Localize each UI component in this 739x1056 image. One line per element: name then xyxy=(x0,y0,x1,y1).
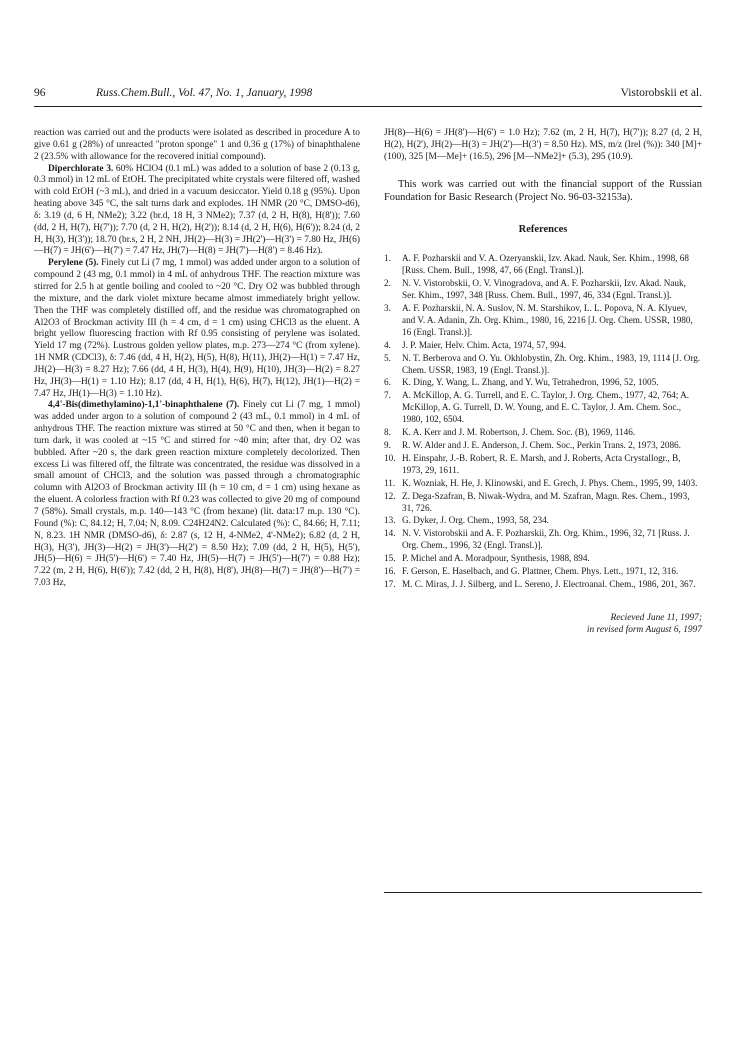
reference-item xyxy=(384,390,702,426)
reference-number: 8. xyxy=(384,427,391,438)
reference-item xyxy=(384,579,702,591)
reference-item xyxy=(384,253,702,277)
reference-text: N. T. Berberova and O. Yu. Okhlobystin, Zh. Org. Khim., 1983, 19, 1114 [J. Org. Chem. USSR, 1983, 19 (Engl. Transl.)]. xyxy=(402,352,701,375)
references-list xyxy=(384,253,702,590)
paragraph-binaphthalene xyxy=(34,400,360,590)
reference-text: F. Gerson, E. Haselbach, and G. Plattner, Chem. Phys. Lett., 1971, 12, 316. xyxy=(402,566,679,577)
reference-text: R. W. Alder and J. E. Anderson, J. Chem. Soc., Perkin Trans. 2, 1973, 2086. xyxy=(402,439,681,450)
reference-item xyxy=(384,453,702,477)
reference-number: 12. xyxy=(384,490,396,501)
reference-item xyxy=(384,553,702,565)
reference-number: 15. xyxy=(384,553,396,564)
reference-number: 13. xyxy=(384,515,396,526)
reference-item xyxy=(384,427,702,439)
reference-number: 4. xyxy=(384,339,391,350)
left-column xyxy=(34,128,360,590)
reference-text: G. Dyker, J. Org. Chem., 1993, 58, 234. xyxy=(402,515,549,526)
acknowledgment: This work was carried out with the financial support of the Russian Foundation for Basic Research (Project No. 96-03-32153a). xyxy=(384,178,702,203)
reference-item xyxy=(384,303,702,339)
reference-text: P. Michel and A. Moradpour, Synthesis, 1988, 894. xyxy=(402,553,590,564)
reference-text: N. V. Vistorobskii, O. V. Vinogradova, and A. F. Pozharskii, Izv. Akad. Nauk, Ser. Khim., 1997, 348 [Russ. Chem. Bull., 1997, 46, 334 (Egnl. Transl.)]. xyxy=(402,278,686,301)
paragraph-continuation: reaction was carried out and the products were isolated as described in procedure A to give 0.61 g (28%) of unreacted "proton sponge" 1 and 0.36 g (17%) of binaphthalene 2 (23.5% with allowance for the recovered initial compound). xyxy=(34,128,360,162)
reference-text: N. V. Vistorobskii and A. F. Pozharskii, Zh. Org. Khim., 1996, 32, 71 [Russ. J. Org. Chem., 1996, 32 (Engl. Transl.)]. xyxy=(402,528,690,551)
received-dates xyxy=(384,613,702,637)
reference-number: 5. xyxy=(384,352,391,363)
reference-number: 9. xyxy=(384,439,391,450)
reference-item xyxy=(384,528,702,552)
end-rule xyxy=(384,892,702,893)
reference-text: A. McKillop, A. G. Turrell, and E. C. Taylor, J. Org. Chem., 1977, 42, 764; A. McKillop, A. G. Turrell, D. W. Young, and E. C. Taylor, J. Am. Chem. Soc., 1980, 102, 6504. xyxy=(402,390,690,425)
reference-number: 17. xyxy=(384,578,396,589)
paragraph-body: Finely cut Li (7 mg, 1 mmol) was added under argon to a solution of compound 2 (43 mg, 0.1 mmol) in 4 mL of anhydrous THF. The reaction mixture was stirred for 2.5 h at gentle boiling and cooled to ~20 °C. Dry O2 was bubbled through the mixture, and the dark violet mixture became almost immediately bright yellow. Then the THF was completely distilled off, and the residue was chromatographed on Al2O3 of Brockman activity III (h = 4 cm, d = 1 cm) using CHCl3 as the eluent. A bright yellow fluorescing fraction with Rf 0.95 consisting of perylene was isolated. Yield 17 mg (72%). Lustrous golden yellow plates, m.p. 273—274 °C (from xylene). 1H NMR (CDCl3), δ: 7.46 (dd, 4 H, H(2), H(5), H(8), H(11), JH(2)—H(1) = 7.47 Hz, JH(2)—H(3) = 8.27 Hz); 7.66 (dd, 4 H, H(3), H(4), H(9), H(10), JH(3)—H(2) = 8.27 Hz, JH(3)—H(1) = 1.10 Hz); 8.17 (dd, 4 H, H(1), H(6), H(7), H(12), JH(1)—H(2) = 7.47 Hz, JH(1)—H(3) = 1.10 Hz). xyxy=(34,258,360,399)
references-heading: References xyxy=(518,223,568,235)
journal-citation: Russ.Chem.Bull., Vol. 47, No. 1, January, 1998 xyxy=(96,87,313,99)
reference-number: 14. xyxy=(384,528,396,539)
revised-date: in revised form August 6, 1997 xyxy=(586,624,702,635)
reference-text: A. F. Pozharskii, N. A. Suslov, N. M. Starshikov, L. L. Popova, N. A. Klyuev, and V. A. Adanin, Zh. Org. Khim., 1980, 16, 2216 [J. Org. Chem. USSR, 1980, 16 (Engl. Transl.)]. xyxy=(402,303,693,337)
reference-item xyxy=(384,340,702,352)
paragraph-heading: Perylene (5). xyxy=(48,258,99,269)
reference-item xyxy=(384,478,702,490)
reference-text: A. F. Pozharskii and V. A. Ozeryanskii, Izv. Akad. Nauk, Ser. Khim., 1998, 68 [Russ. Chem. Bull., 1998, 47, 66 (Engl. Transl.)]. xyxy=(402,253,689,276)
paragraph-heading: Diperchlorate 3. xyxy=(48,163,114,174)
reference-text: K. Ding, Y. Wang, L. Zhang, and Y. Wu, Tetrahedron, 1996, 52, 1005. xyxy=(402,377,659,388)
reference-number: 2. xyxy=(384,278,391,289)
paragraph-heading: 4,4'-Bis(dimethylamino)-1,1'-binaphthalene (7). xyxy=(48,400,240,411)
paragraph-body: 60% HClO4 (0.1 mL) was added to a solution of base 2 (0.13 g, 0.3 mmol) in 12 mL of EtOH. The precipitated white crystals were filtered off, washed with cold EtOH (~3 mL), and dried in a vacuum desiccator. Yield 0.18 g (95%). Upon heating above 345 °C, the salt turns dark and explodes. 1H NMR (20 °C, DMSO-d6), δ: 3.19 (d, 6 H, NMe2); 3.22 (br.d, 18 H, 3 NMe2); 7.37 (d, 2 H, H(8), H(8')); 7.60 (dd, 2 H, H(7), H(7')); 7.70 (d, 2 H, H(2), H(2')); 8.14 (d, 2 H, H(6), H(6')); 8.24 (d, 2 H, H(3), H(3')); 18.70 (br.s, 2 H, 2 NH, JH(2)—H(3) = JH(2')—H(3') = 7.80 Hz, JH(6)—H(7) = JH(6')—H(7') = 7.47 Hz, JH(7)—H(8) = JH(7')—H(8') = 8.46 Hz). xyxy=(34,163,360,257)
running-authors: Vistorobskii et al. xyxy=(620,87,702,99)
reference-item xyxy=(384,566,702,578)
reference-item xyxy=(384,515,702,527)
reference-item xyxy=(384,491,702,515)
paragraph-perylene xyxy=(34,258,360,400)
paragraph-continuation-right: JH(8)—H(6) = JH(8')—H(6') = 1.0 Hz); 7.62 (m, 2 H, H(7), H(7')); 8.27 (d, 2 H, H(2), H(2'), JH(2)—H(3) = JH(2')—H(3') = 8.50 Hz). MS, m/z (Irel (%)): 340 [M]+ (100), 325 [M—Me]+ (16.5), 296 [M—NMe2]+ (5.3), 295 (10.9). xyxy=(384,128,702,162)
reference-number: 6. xyxy=(384,377,391,388)
reference-number: 16. xyxy=(384,566,396,577)
reference-number: 10. xyxy=(384,452,396,463)
paragraph-body: Finely cut Li (7 mg, 1 mmol) was added under argon to a solution of compound 2 (43 mL, 0.1 mmol) in 4 mL of anhydrous THF. The reaction mixture was stirred at 50 °C and then, when it began to turn dark, it was cooled at ~15 °C and stirred for ~40 min; after that, dry O2 was bubbled. After ~20 s, the dark green reaction mixture completely decolorized. Then excess Li was filtered off, the filtrate was concentrated, the residue was dissolved in a small amount of CHCl3, and the solution was passed through a chromatographic column with Al2O3 of Brockman activity III (h = 10 cm, d = 1 cm) using hexane as the eluent. A colorless fraction with Rf 0.23 was collected to give 20 mg of compound 7 (58%). Small crystals, m.p. 140—143 °C (from hexane) (lit. data:17 m.p. 130 °C). Found (%): C, 84.12; H, 7.04; N, 8.09. C24H24N2. Calculated (%): C, 84.66; H, 7.11; N, 8.23. 1H NMR (DMSO-d6), δ: 2.87 (s, 12 H, 4-NMe2, 4'-NMe2); 6.82 (d, 2 H, H(3), H(3'), JH(3)—H(2) = JH(3')—H(2') = 8.50 Hz); 7.09 (dd, 2 H, H(5), H(5'), JH(5)—H(6) = JH(5')—H(6') = 7.40 Hz, JH(5)—H(7) = JH(5')—H(7') = 0.88 Hz); 7.22 (m, 2 H, H(6), H(6')); 7.42 (dd, 2 H, H(8), H(8'), JH(8)—H(7) = JH(8')—H(7') = 7.03 Hz, xyxy=(34,400,360,589)
reference-item xyxy=(384,377,702,389)
paragraph-diperchlorate xyxy=(34,164,360,259)
reference-text: M. C. Miras, J. J. Silberg, and L. Sereno, J. Electroanal. Chem., 1986, 201, 367. xyxy=(402,578,696,589)
running-header xyxy=(34,84,702,107)
reference-text: Z. Dega-Szafran, B. Niwak-Wydra, and M. Szafran, Magn. Res. Chem., 1993, 31, 726. xyxy=(402,490,690,513)
reference-number: 7. xyxy=(384,390,391,401)
reference-text: K. A. Kerr and J. M. Robertson, J. Chem. Soc. (B), 1969, 1146. xyxy=(402,427,636,438)
reference-text: K. Wozniak, H. He, J. Klinowski, and E. Grech, J. Phys. Chem., 1995, 99, 1403. xyxy=(402,477,698,488)
reference-number: 1. xyxy=(384,253,391,264)
reference-item xyxy=(384,278,702,302)
reference-text: J. P. Maier, Helv. Chim. Acta, 1974, 57, 994. xyxy=(402,339,567,350)
page-number: 96 xyxy=(34,87,46,99)
right-column xyxy=(384,128,702,636)
reference-item xyxy=(384,440,702,452)
reference-number: 3. xyxy=(384,303,391,313)
received-date: Recieved June 11, 1997; xyxy=(610,612,702,623)
reference-item xyxy=(384,353,702,377)
reference-text: H. Einspahr, J.-B. Robert, R. E. Marsh, and J. Roberts, Acta Crystallogr., B, 1973, 29, 1611. xyxy=(402,452,681,475)
reference-number: 11. xyxy=(384,477,396,488)
